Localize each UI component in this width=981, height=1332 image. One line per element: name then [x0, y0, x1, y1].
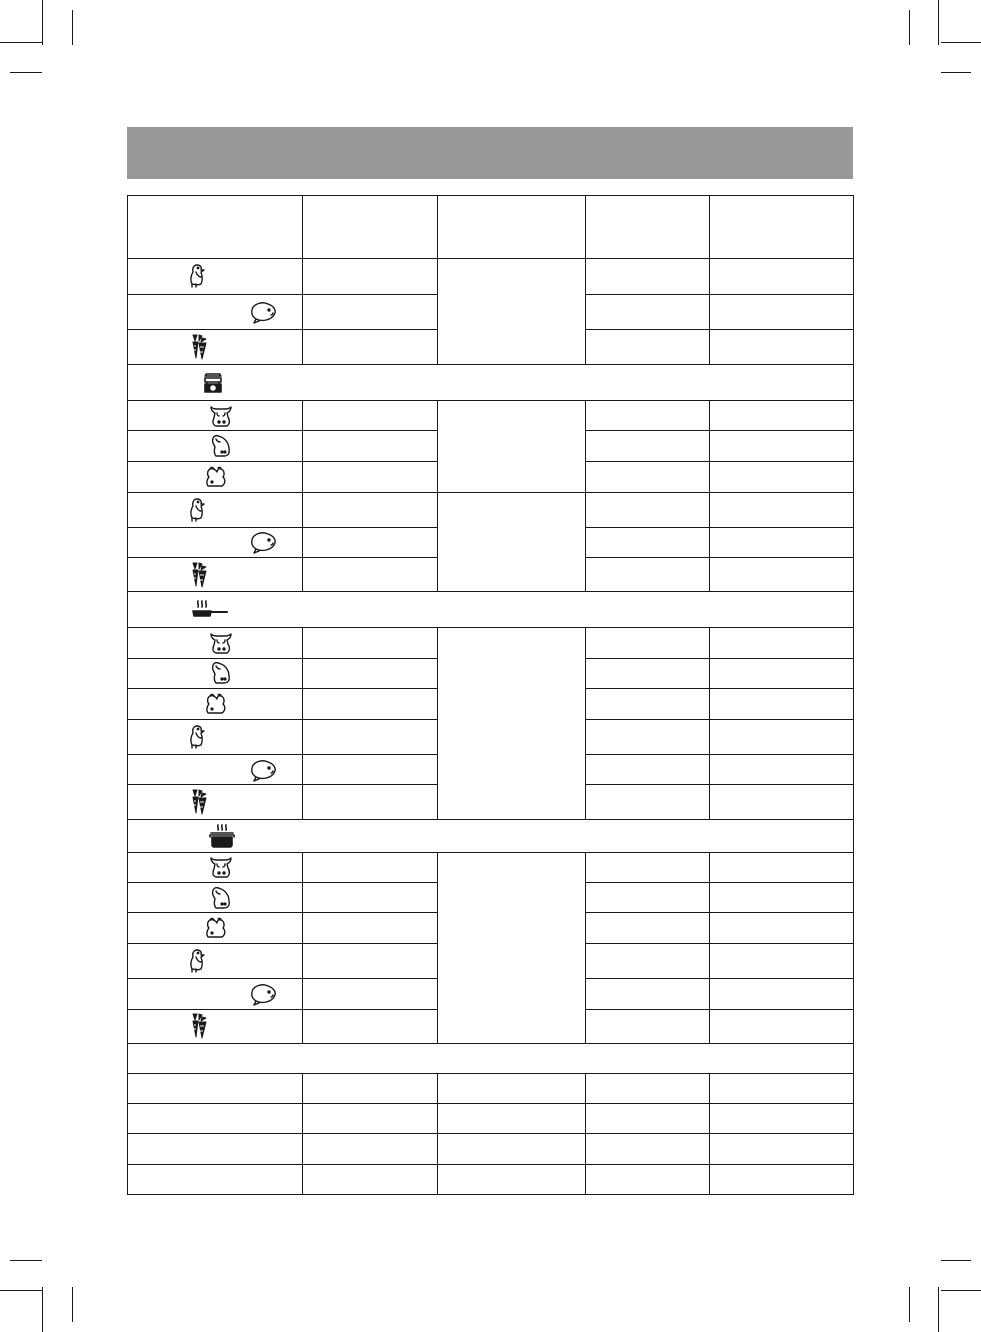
table-cell [303, 688, 438, 719]
lamb-icon [204, 692, 228, 716]
table-cell [710, 401, 854, 431]
table-cell [303, 882, 438, 912]
table-cell [586, 785, 710, 819]
food-cell [128, 785, 303, 819]
table-cell [586, 979, 710, 1009]
table-cell [710, 1104, 854, 1134]
table-cell [586, 558, 710, 592]
crop-mark [909, 10, 910, 45]
table-cell [586, 527, 710, 557]
lamb-icon [204, 916, 228, 940]
crop-mark [10, 1260, 42, 1261]
carrot-icon [190, 562, 210, 588]
fish-icon [250, 982, 278, 1006]
bottom-section-header [128, 1043, 854, 1073]
beef-icon [208, 631, 234, 655]
table-cell [303, 1009, 438, 1043]
table-cell [710, 913, 854, 944]
table-cell [586, 944, 710, 979]
table-cell [303, 979, 438, 1009]
table-cell [710, 658, 854, 688]
table-cell [303, 658, 438, 688]
food-cell [128, 755, 303, 785]
table-cell [303, 558, 438, 592]
fish-icon [250, 758, 278, 782]
crop-mark [909, 1287, 910, 1322]
table-cell [710, 688, 854, 719]
food-cell [128, 401, 303, 431]
table-cell [710, 259, 854, 294]
cooking-table [127, 195, 854, 1195]
carrot-icon [190, 789, 210, 815]
table-cell [586, 1009, 710, 1043]
table-cell [303, 1104, 438, 1134]
crop-mark [941, 42, 981, 43]
crop-mark [938, 0, 939, 45]
crop-mark [0, 42, 42, 43]
merged-cell [438, 401, 586, 493]
table-cell [438, 1134, 586, 1164]
crop-mark [0, 1290, 42, 1291]
food-cell [128, 882, 303, 912]
table-cell [586, 1104, 710, 1134]
table-cell [710, 1009, 854, 1043]
table-row [128, 628, 854, 658]
table-cell [710, 1134, 854, 1164]
food-cell [128, 558, 303, 592]
table-cell [710, 294, 854, 329]
table-cell [710, 785, 854, 819]
table-cell [303, 1164, 438, 1194]
merged-cell [438, 259, 586, 365]
table-cell [710, 852, 854, 882]
lamb-icon [204, 465, 228, 489]
food-cell [128, 329, 303, 364]
table-cell [586, 852, 710, 882]
table-cell [303, 492, 438, 527]
beef-icon [208, 404, 234, 428]
table-cell [438, 1074, 586, 1104]
table-cell [710, 1164, 854, 1194]
table-cell [710, 882, 854, 912]
table-cell [303, 527, 438, 557]
food-cell [128, 294, 303, 329]
chicken-icon [188, 948, 208, 974]
cooking-pot-icon [208, 824, 236, 848]
table-cell [586, 913, 710, 944]
pork-icon [210, 886, 232, 910]
table-cell [586, 492, 710, 527]
table-cell [710, 431, 854, 461]
table-row [128, 401, 854, 431]
column-header [128, 196, 303, 259]
merged-cell [438, 492, 586, 592]
table-cell [303, 259, 438, 294]
table-row [128, 1104, 854, 1134]
table-row [128, 1164, 854, 1194]
table-cell [710, 720, 854, 755]
column-header [438, 196, 586, 259]
table-cell [586, 688, 710, 719]
table-cell [586, 1134, 710, 1164]
food-cell [128, 913, 303, 944]
section-header-row [128, 819, 854, 852]
table-cell [586, 1164, 710, 1194]
chicken-icon [188, 263, 208, 289]
food-cell [128, 688, 303, 719]
crop-mark [42, 1287, 43, 1332]
table-cell [710, 492, 854, 527]
table-row [128, 259, 854, 294]
food-cell [128, 720, 303, 755]
table-cell [303, 401, 438, 431]
merged-cell [438, 628, 586, 819]
table-header-row [128, 196, 854, 259]
table-cell [303, 329, 438, 364]
crop-mark [42, 0, 43, 45]
steamer-icon [202, 372, 224, 394]
table-cell [303, 1074, 438, 1104]
crop-mark [941, 1260, 971, 1261]
table-cell [710, 755, 854, 785]
table-cell [710, 461, 854, 492]
food-cell [128, 944, 303, 979]
table-cell [586, 294, 710, 329]
table-cell [710, 979, 854, 1009]
food-cell [128, 979, 303, 1009]
column-header [303, 196, 438, 259]
crop-mark [938, 1287, 939, 1332]
table-cell [438, 1164, 586, 1194]
table-cell [303, 294, 438, 329]
table-cell [586, 628, 710, 658]
crop-mark [72, 10, 73, 45]
table-cell [303, 431, 438, 461]
fish-icon [250, 300, 278, 324]
carrot-icon [190, 334, 210, 360]
table-body [128, 196, 854, 1195]
table-row [128, 492, 854, 527]
food-cell [128, 1074, 303, 1104]
table-cell [586, 658, 710, 688]
beef-icon [208, 855, 234, 879]
food-cell [128, 527, 303, 557]
table-cell [586, 720, 710, 755]
table-cell [303, 852, 438, 882]
food-cell [128, 259, 303, 294]
crop-mark [941, 1290, 981, 1291]
table-cell [710, 628, 854, 658]
table-cell [438, 1104, 586, 1134]
steam-section-header [128, 364, 854, 400]
food-cell [128, 852, 303, 882]
table-cell [586, 882, 710, 912]
merged-cell [438, 852, 586, 1043]
table-cell [710, 944, 854, 979]
crop-mark [72, 1287, 73, 1322]
header-bar [127, 127, 853, 179]
fry-section-header [128, 592, 854, 628]
table-cell [303, 785, 438, 819]
table-cell [586, 1074, 710, 1104]
table-cell [303, 1134, 438, 1164]
table-cell [710, 527, 854, 557]
table-cell [710, 329, 854, 364]
table-cell [586, 461, 710, 492]
table-cell [710, 558, 854, 592]
table-cell [586, 431, 710, 461]
food-cell [128, 461, 303, 492]
table-row [128, 852, 854, 882]
table-cell [586, 329, 710, 364]
table-cell [303, 461, 438, 492]
pork-icon [210, 434, 232, 458]
column-header [586, 196, 710, 259]
fish-icon [250, 530, 278, 554]
crop-mark [10, 72, 42, 73]
food-cell [128, 1164, 303, 1194]
chicken-icon [188, 724, 208, 750]
food-cell [128, 1134, 303, 1164]
pork-icon [210, 661, 232, 685]
table-cell [586, 755, 710, 785]
table-row [128, 1074, 854, 1104]
food-cell [128, 431, 303, 461]
food-cell [128, 658, 303, 688]
column-header [710, 196, 854, 259]
carrot-icon [190, 1013, 210, 1039]
section-header-row [128, 1043, 854, 1073]
table-cell [303, 913, 438, 944]
crop-mark [941, 72, 971, 73]
table-cell [303, 944, 438, 979]
section-header-row [128, 364, 854, 400]
table-cell [586, 401, 710, 431]
chicken-icon [188, 497, 208, 523]
food-cell [128, 1104, 303, 1134]
food-cell [128, 628, 303, 658]
table-cell [303, 628, 438, 658]
food-cell [128, 1009, 303, 1043]
stew-section-header [128, 819, 854, 852]
table-row [128, 1134, 854, 1164]
table-cell [303, 720, 438, 755]
table-cell [586, 259, 710, 294]
section-header-row [128, 592, 854, 628]
frying-pan-icon [190, 599, 228, 621]
table-cell [710, 1074, 854, 1104]
table-cell [303, 755, 438, 785]
food-cell [128, 492, 303, 527]
